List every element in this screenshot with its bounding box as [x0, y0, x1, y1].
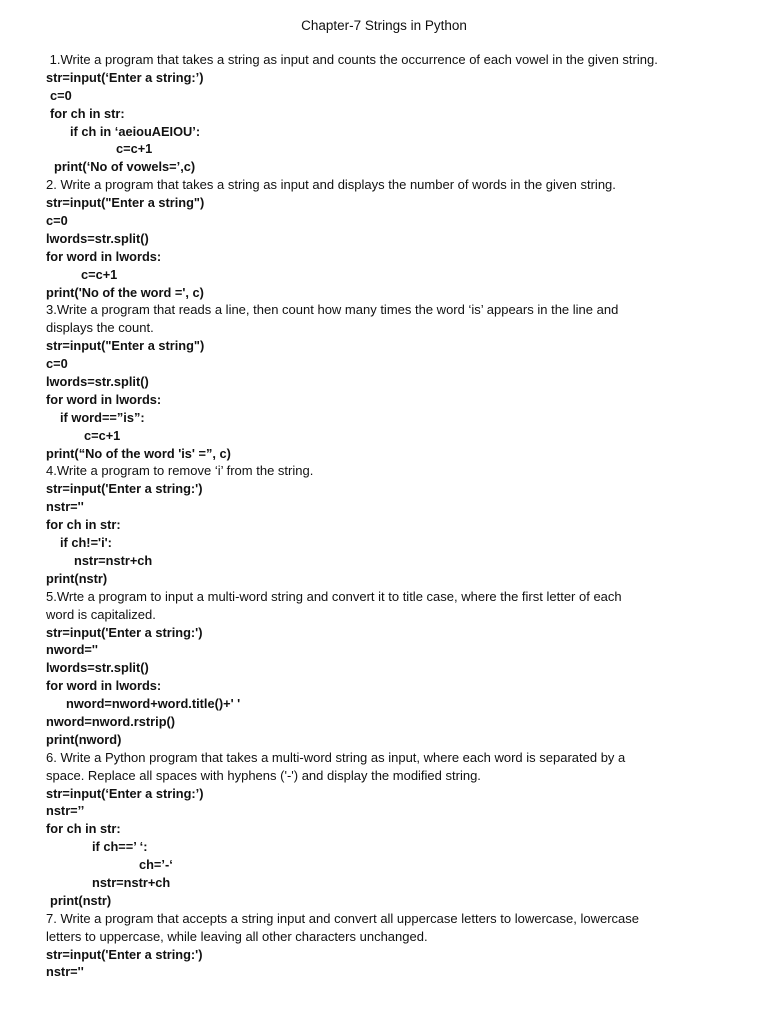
question-text-line: 1.Write a program that takes a string as input and counts the occurrence of each vowel in the given string. [46, 52, 658, 67]
code-line: if ch==’ ‘: [92, 839, 148, 855]
code-line: c=0 [50, 87, 72, 103]
code-line: ch=’-‘ [139, 857, 173, 873]
question-text-line: letters to uppercase, while leaving all other characters unchanged. [46, 928, 428, 944]
code-line: for ch in str: [50, 105, 125, 121]
code-line: c=c+1 [81, 266, 118, 282]
question-text-line: word is capitalized. [46, 606, 156, 622]
code-line: print(nstr) [46, 570, 108, 586]
code-line: lwords=str.split() [46, 374, 149, 390]
code-line: print(nstr) [50, 892, 112, 908]
question-text-line: 5.Wrte a program to input a multi-word string and convert it to title case, where the first letter of each [46, 588, 622, 604]
code-line: nstr=’’ [46, 803, 85, 819]
question-text-line: 6. Write a Python program that takes a multi-word string as input, where each word is separated by a [46, 749, 626, 765]
code-line: if word==”is”: [60, 409, 145, 425]
code-line: nstr=nstr+ch [92, 874, 171, 890]
code-line: c=c+1 [116, 141, 153, 157]
code-line: str=input("Enter a string") [46, 338, 205, 354]
question-text-line: displays the count. [46, 320, 154, 336]
code-line: nstr=nstr+ch [74, 552, 153, 568]
code-line: nword=nword+word.title()+' ' [66, 696, 241, 712]
code-line: str=input('Enter a string:') [46, 481, 203, 497]
code-line: if ch in ‘aeiouAEIOU’: [70, 123, 201, 139]
code-line: for word in lwords: [46, 391, 162, 407]
code-line: nword=nword.rstrip() [46, 713, 176, 729]
code-line: str=input('Enter a string:') [46, 946, 203, 962]
question-text-line: space. Replace all spaces with hyphens ('-') and display the modified string. [46, 767, 481, 783]
page-title: Chapter-7 Strings in Python [301, 18, 467, 33]
code-line: c=c+1 [84, 427, 121, 443]
code-line: print(“No of the word 'is' =”, c) [46, 445, 231, 461]
code-line: for ch in str: [46, 517, 121, 533]
code-line: print('No of the word =', c) [46, 284, 204, 300]
code-line: lwords=str.split() [46, 660, 149, 676]
code-line: str=input('Enter a string:') [46, 624, 203, 640]
code-line: c=0 [46, 213, 68, 229]
question-text-line: 4.Write a program to remove ‘i’ from the string. [46, 463, 314, 479]
code-line: print(‘No of vowels=’,c) [54, 159, 196, 175]
code-line: for ch in str: [46, 821, 121, 837]
code-line: nstr='' [46, 964, 84, 980]
code-line: if ch!='i': [60, 535, 112, 551]
code-line: str=input("Enter a string") [46, 195, 205, 211]
code-line: print(nword) [46, 731, 122, 747]
code-line: str=input(‘Enter a string:’) [46, 69, 204, 85]
document-body [46, 51, 736, 981]
code-line: str=input(‘Enter a string:’) [46, 785, 204, 801]
code-line: for word in lwords: [46, 678, 162, 694]
code-line: lwords=str.split() [46, 230, 149, 246]
code-line: nword='' [46, 642, 98, 658]
code-line: nstr='' [46, 499, 84, 515]
question-text-line: 2. Write a program that takes a string as input and displays the number of words in the given string. [46, 177, 616, 193]
code-line: c=0 [46, 356, 68, 372]
question-text-line: 3.Write a program that reads a line, then count how many times the word ‘is’ appears in the line and [46, 302, 619, 318]
code-line: for word in lwords: [46, 248, 162, 264]
question-text-line: 7. Write a program that accepts a string input and convert all uppercase letters to lowercase, lowercase [46, 910, 639, 926]
